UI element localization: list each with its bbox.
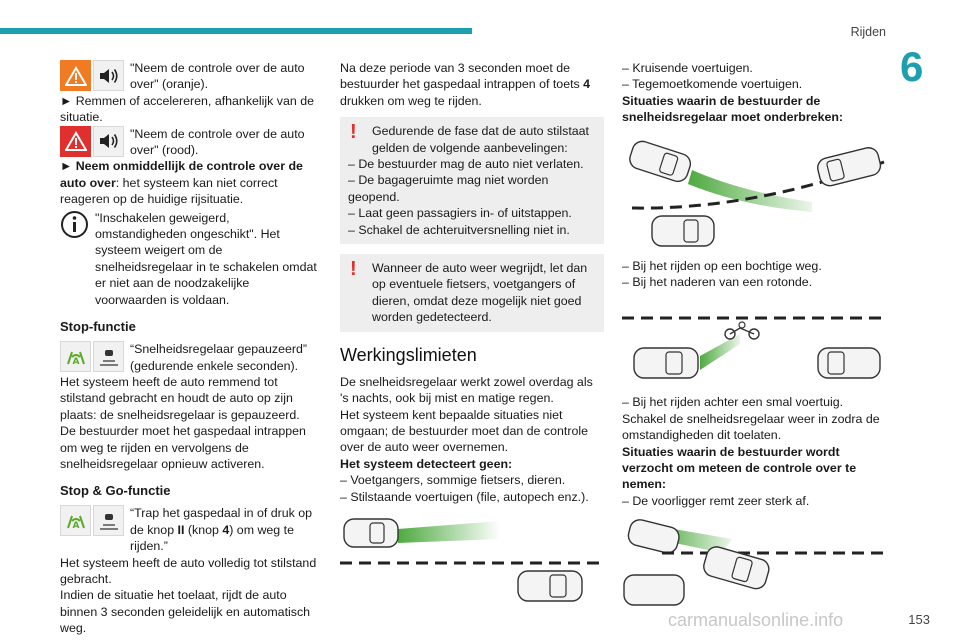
car-icon [816, 145, 883, 187]
activation-refused-text: "Inschakelen geweigerd, omstandigheden ongeschikt". Het systeem weigert om de snelheidsregelaar in te schakelen omdat er niet aan de noodzakelijke voorwaarden is voldaan. [95, 210, 317, 307]
interrupt-heading: Situaties waarin de bestuurder de snelheidsregelaar moet onderbreken: [622, 93, 844, 125]
narrow-vehicle-item: – Bij het rijden achter een smal voertuig. [622, 395, 844, 410]
stationary-vehicle-illustration [340, 513, 604, 605]
reactivate-text: Schakel de snelheidsregelaar weer in zodra de omstandigheden dit toelaten. [622, 411, 880, 443]
car-icon [518, 571, 582, 601]
brake-accelerate-text: ► Remmen of accelereren, afhankelijk van de situatie. [60, 93, 315, 125]
car-ahead-icon [93, 505, 124, 536]
cruise-active-icon [60, 341, 91, 372]
driver-accelerate-text: De bestuurder moet het gaspedaal intrappen om weg te rijden en vervolgens de snelheidsregelaar opnieuw activeren. [60, 424, 306, 471]
svg-text:A: A [72, 356, 79, 367]
car-icon [624, 575, 684, 605]
header-accent-bar [0, 28, 472, 34]
stop-row [60, 341, 322, 374]
column-1 [60, 60, 322, 637]
after-period-text: Na deze periode van 3 seconden moet de bestuurder het gaspedaal intrappen of toets 4 drukken om weg te rijden. [340, 61, 591, 108]
page-number: 153 [908, 611, 930, 627]
warning-triangle-icon [60, 60, 91, 91]
stop-go-heading: Stop & Go-functie [60, 483, 171, 499]
speaker-icon [93, 126, 124, 157]
warning-orange-row [60, 60, 322, 93]
hard-braking-item: – De voorligger remt zeer sterk af. [622, 493, 810, 508]
car-icon [626, 519, 681, 555]
auto-drive-off-text: Indien de situatie het toelaat, rijdt de auto binnen 3 seconden geleidelijk en automatisch weg. [60, 588, 311, 636]
warning-triangle-icon [60, 126, 91, 157]
take-control-heading: Situaties waarin de bestuurder wordt verzocht om meteen de controle over te nemen: [622, 444, 857, 492]
unknown-situations-text: Het systeem kent bepaalde situaties niet omgaan; de bestuurder moet dan de controle over de auto weer overnemen. [340, 407, 588, 455]
motorcycle-icon [725, 322, 759, 339]
car-icon [701, 545, 771, 591]
not-detected-heading: Het systeem detecteert geen: [340, 456, 513, 471]
winding-road-item: – Bij het rijden op een bochtige weg. [622, 258, 822, 273]
limits-heading: Werkingslimieten [340, 344, 477, 365]
exclamation-icon: ! [350, 258, 357, 281]
warning-red-row [60, 126, 322, 159]
svg-text:A: A [72, 520, 79, 531]
roundabout-item: – Bij het naderen van een rotonde. [622, 275, 813, 290]
oncoming-item: – Tegemoetkomende voertuigen. [622, 77, 803, 92]
car-icon [627, 138, 693, 183]
car-ahead-icon [93, 341, 124, 372]
exclamation-icon: ! [350, 121, 357, 144]
watermark: carmanualsonline.info [668, 610, 844, 630]
info-icon [60, 210, 89, 239]
cruise-paused-text: “Snelheidsregelaar gepauzeerd” (gedurende enkele seconden). [130, 342, 308, 373]
section-title: Rijden [850, 25, 886, 39]
not-detected-item: – Voetgangers, sommige fietsers, dieren. [340, 473, 566, 488]
cruise-active-icon [60, 505, 91, 536]
car-icon [652, 216, 714, 246]
warning-red-text: "Neem de controle over de auto over" (rood). [130, 126, 305, 158]
take-control-text: ► Neem onmiddellijk de controle over de auto over: het systeem kan niet correct reageren op de huidige rijsituatie. [60, 159, 303, 207]
curved-road-illustration [622, 132, 886, 252]
car-icon [634, 348, 698, 378]
info-row [60, 210, 322, 308]
chapter-number: 6 [900, 43, 924, 90]
hard-braking-illustration [622, 519, 886, 607]
full-stop-text: Het systeem heeft de auto volledig tot stilstand gebracht. [60, 555, 317, 586]
stop-go-row [60, 505, 322, 554]
press-accelerator-text: “Trap het gaspedaal in of druk op de knop II (knop 4) om weg te rijden.” [130, 506, 313, 554]
not-detected-item: – Stilstaande voertuigen (file, autopech enz.). [340, 489, 589, 504]
column-2 [340, 60, 604, 605]
warning-orange-text: "Neem de controle over de auto over" (oranje). [130, 61, 305, 92]
stop-function-heading: Stop-functie [60, 319, 136, 335]
stationary-note: ! Gedurende de fase dat de auto stilstaat gelden de volgende aanbevelingen: – De bestuurder mag de auto niet verlaten. – De bagageruimte mag niet worden geopend. – Laat geen passagiers in- of uitstappen. – Schakel de achteruitversnelling niet in. [340, 117, 604, 244]
column-3 [622, 60, 886, 607]
crossing-item: – Kruisende voertuigen. [622, 61, 753, 75]
car-icon [818, 348, 880, 378]
speaker-icon [93, 60, 124, 91]
day-night-text: De snelheidsregelaar werkt zowel overdag als 's nachts, ook bij mist en matige regen. [340, 374, 593, 406]
narrow-vehicle-illustration [622, 314, 886, 384]
drive-off-note: ! Wanneer de auto weer wegrijdt, let dan op eventuele fietsers, voetgangers of dieren, omdat deze mogelijk niet goed worden gedetecteerd. [340, 254, 604, 332]
system-stopped-text: Het systeem heeft de auto remmend tot stilstand gebracht en houdt de auto op zijn plaats: de snelheidsregelaar is gepauzeerd. [60, 374, 300, 422]
car-icon [344, 519, 398, 547]
